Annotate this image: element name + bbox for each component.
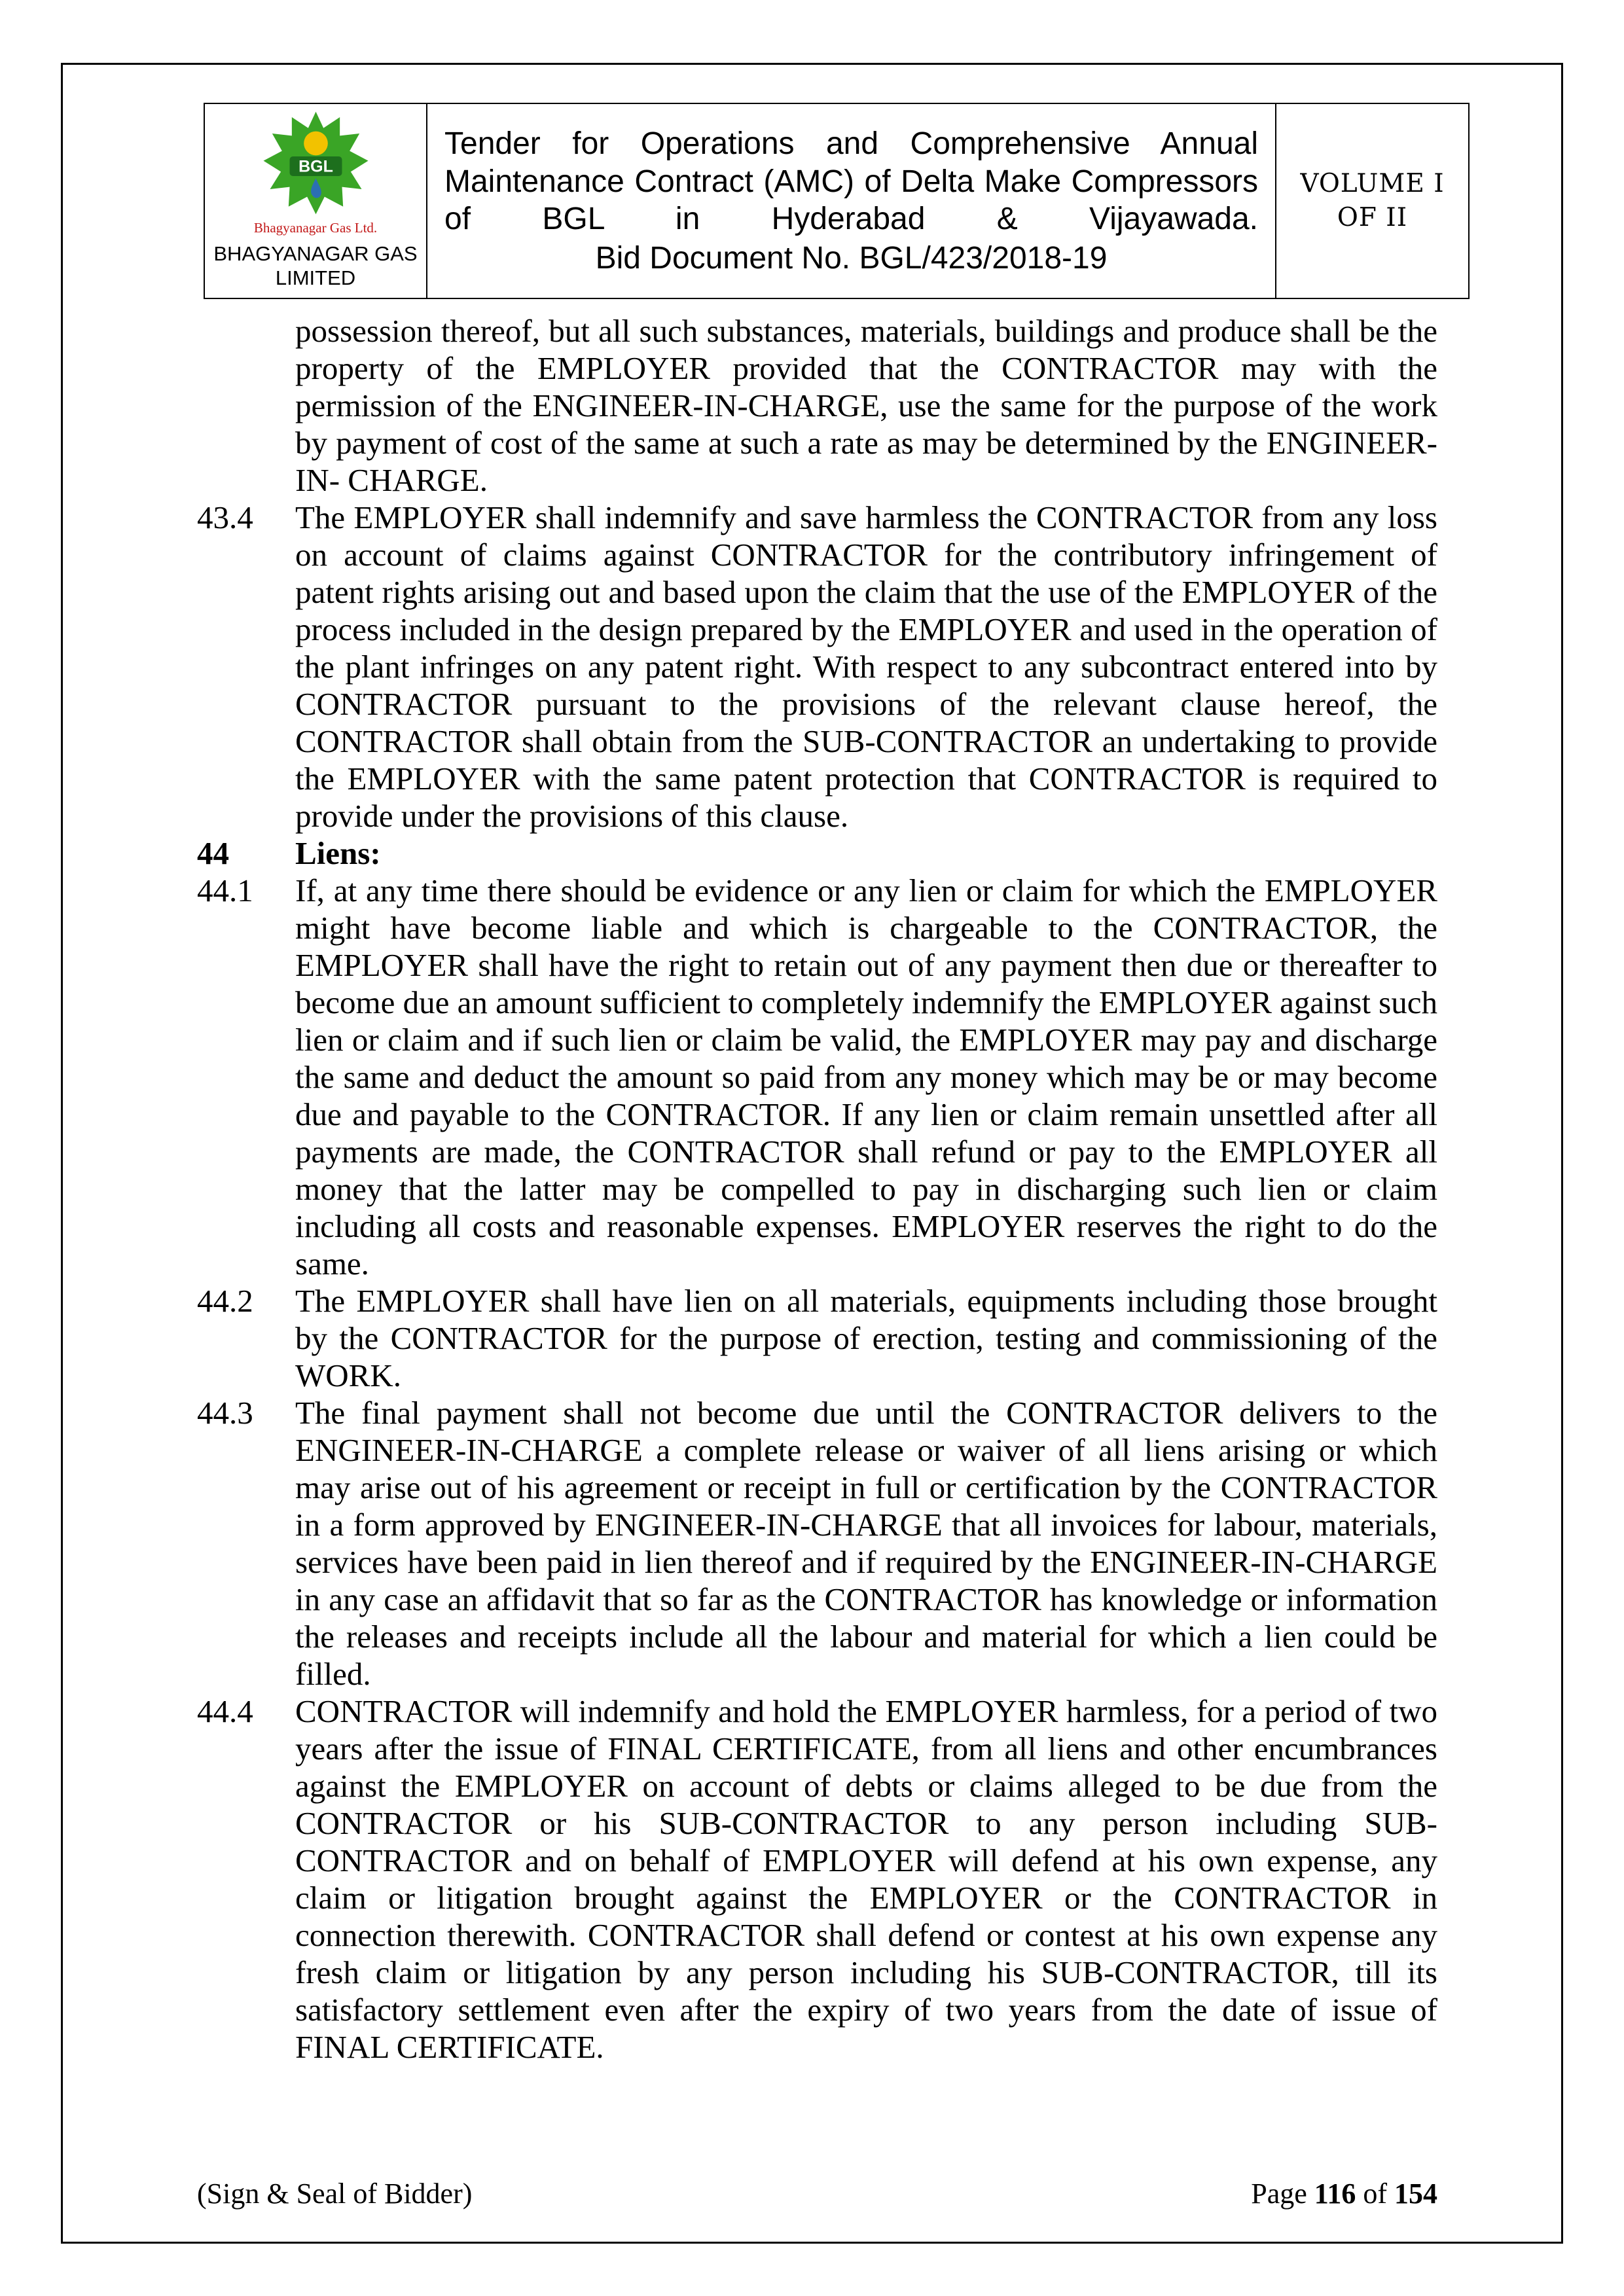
page-number — [1251, 2177, 1437, 2210]
clause-text: The final payment shall not become due until the CONTRACTOR delivers to the ENGINEER-IN-CHARGE a complete release or waiver of all liens arising or which may arise out of his agreement or receipt in full or certification by the CONTRACTOR in a form approved by ENGINEER-IN-CHARGE that all invoices for labour, materials, services have been paid in lien thereof and if required by the ENGINEER-IN-CHARGE in any case an affidavit that so far as the CONTRACTOR has knowledge or information the releases and receipts include all the labour and material for which a lien could be filled. — [295, 1395, 1437, 1692]
paragraph-43-4 — [197, 499, 1437, 834]
document-body — [197, 312, 1437, 2066]
logo-short-text: BGL — [298, 157, 333, 176]
paragraph-44-2 — [197, 1282, 1437, 1394]
paragraph-44-4 — [197, 1693, 1437, 2066]
page-label: Page — [1251, 2178, 1314, 2210]
clause-text: If, at any time there should be evidence or any lien or claim for which the EMPLOYER might have become liable and which is chargeable to the CONTRACTOR, the EMPLOYER shall have the right to retain out of any payment then due or thereafter to become due an amount sufficient to completely indemnify the EMPLOYER against such lien or claim and if such lien or claim be valid, the EMPLOYER may pay and discharge the same and deduct the amount so paid from any money which may be or may become due and payable to the CONTRACTOR. If any lien or claim remain unsettled after all payments are made, the CONTRACTOR shall refund or pay to the EMPLOYER all money that the latter may be compelled to pay in discharging such lien or claim including all costs and reasonable expenses. EMPLOYER reserves the right to do the same. — [295, 872, 1438, 1282]
volume-line-1: VOLUME I — [1300, 168, 1445, 198]
clause-heading-text: Liens: — [295, 835, 381, 871]
clause-number: 44.3 — [197, 1395, 253, 1431]
bgl-flower-logo-icon — [259, 157, 373, 218]
clause-number: 43.4 — [197, 499, 253, 535]
paragraph-44-1 — [197, 872, 1437, 1282]
clause-text: possession thereof, but all such substances, materials, buildings and produce shall be the property of the EMPLOYER provided that the CONTRACTOR may with the permission of the ENGINEER-IN-CHARGE, use the same for the purpose of the work by payment of cost of the same at such a rate as may be determined by the ENGINEER-IN- CHARGE. — [295, 313, 1437, 498]
tender-title: Tender for Operations and Comprehensive Annual Maintenance Contract (AMC) of Delta Make Compressors of BGL in Hyderabad & Vijayawada. — [444, 126, 1258, 237]
of-label: of — [1356, 2178, 1394, 2210]
bid-document-number: Bid Document No. BGL/423/2018-19 — [595, 240, 1108, 276]
organization-name: BHAGYANAGAR GAS LIMITED — [213, 242, 418, 290]
paragraph-continuation — [197, 312, 1437, 499]
clause-number — [197, 312, 295, 499]
volume-line-2: OF II — [1337, 203, 1408, 233]
volume-cell — [1276, 103, 1469, 298]
header-table — [204, 103, 1470, 299]
clause-number: 44.4 — [197, 1693, 253, 1729]
clause-text: The EMPLOYER shall have lien on all materials, equipments including those brought by the CONTRACTOR for the purpose of erection, testing and commissioning of the WORK. — [295, 1283, 1437, 1393]
page-footer — [197, 2177, 1437, 2210]
logo-caption: Bhagyanagar Gas Ltd. — [253, 220, 378, 236]
logo-cell — [204, 103, 427, 298]
current-page-number: 116 — [1314, 2178, 1356, 2210]
page-border-frame — [61, 63, 1563, 2244]
paragraph-44-heading — [197, 834, 1437, 872]
paragraph-44-3 — [197, 1394, 1437, 1693]
total-page-number: 154 — [1394, 2178, 1437, 2210]
title-cell — [427, 103, 1276, 298]
clause-number: 44.1 — [197, 872, 253, 908]
clause-text: CONTRACTOR will indemnify and hold the EMPLOYER harmless, for a period of two years after the issue of FINAL CERTIFICATE, from all liens and other encumbrances against the EMPLOYER on account of debts or claims alleged to be due from the CONTRACTOR or his SUB-CONTRACTOR to any person including SUB- CONTRACTOR and on behalf of EMPLOYER will defend at his own expense, any claim or litigation brought against the EMPLOYER or the CONTRACTOR in connection therewith. CONTRACTOR shall defend or contest at his own expense any fresh claim or litigation by any person including his SUB-CONTRACTOR, till its satisfactory settlement even after the expiry of two years from the date of issue of FINAL CERTIFICATE. — [295, 1693, 1437, 2065]
sign-seal-note: (Sign & Seal of Bidder) — [197, 2178, 473, 2210]
clause-text: The EMPLOYER shall indemnify and save harmless the CONTRACTOR from any loss on account of claims against CONTRACTOR for the contributory infringement of patent rights arising out and based upon the claim that the use of the EMPLOYER of the process included in the design prepared by the EMPLOYER and used in the operation of the plant infringes on any patent right. With respect to any subcontract entered into by CONTRACTOR pursuant to the provisions of the relevant clause hereof, the CONTRACTOR shall obtain from the SUB-CONTRACTOR an undertaking to provide the EMPLOYER with the same patent protection that CONTRACTOR is required to provide under the provisions of this clause. — [295, 499, 1437, 834]
clause-number: 44 — [197, 835, 229, 871]
clause-number: 44.2 — [197, 1283, 253, 1319]
